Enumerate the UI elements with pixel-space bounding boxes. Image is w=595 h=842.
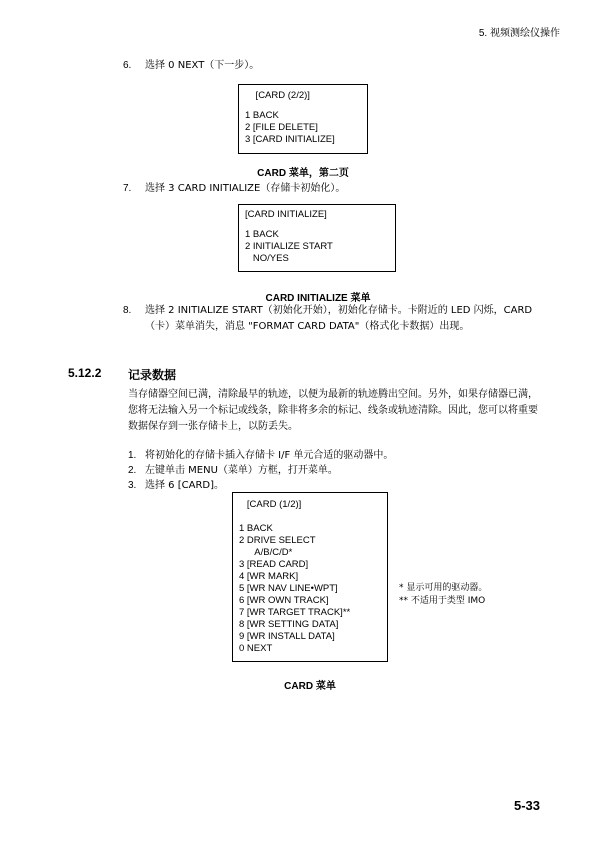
menu-line: [CARD INITIALIZE] [245, 209, 327, 220]
menu-line: A/B/C/D* [239, 547, 293, 558]
section-number: 5.12.2 [68, 366, 102, 380]
page-header: 5. 视频测绘仪操作 [478, 28, 560, 39]
menu-line: 3 [READ CARD] [239, 559, 309, 570]
section-title: 记录数据 [128, 368, 177, 382]
step-3-text: 选择 6 [CARD]。 [145, 480, 224, 491]
menu-line: 4 [WR MARK] [239, 571, 299, 582]
menu-line: [CARD (2/2)] [245, 90, 310, 101]
menu-line: 2 INITIALIZE START [245, 241, 333, 252]
note-drives: * 显示可用的驱动器。 [399, 583, 488, 593]
menu-line: 3 [CARD INITIALIZE] [245, 134, 335, 145]
menu-line [245, 221, 395, 229]
step-2-text: 左键单击 MENU（菜单）方框，打开菜单。 [145, 465, 338, 476]
step-6-text: 选择 0 NEXT（下一步）。 [145, 60, 260, 71]
menu-line: [CARD (1/2)] [239, 499, 302, 510]
step-7-number: 7. [123, 183, 132, 194]
step-1-text: 将初始化的存储卡插入存储卡 I/F 单元合适的驱动器中。 [145, 450, 394, 461]
menu-line: 9 [WR INSTALL DATA] [239, 631, 335, 642]
box3-caption: CARD 菜单 [284, 681, 336, 692]
section-body: 当存储器空间已满，清除最早的轨迹，以便为最新的轨迹腾出空间。另外，如果存储器已满，您将无法输入另一个标记或线条，除非将多余的标记、线条或轨迹清除。因此，您可以将重要数据保存到一张存储卡上，以防丢失。 [128, 389, 538, 432]
note-imo: ** 不适用于类型 IMO [399, 596, 486, 606]
menu-line: 6 [WR OWN TRACK] [239, 595, 329, 606]
menu-line: 1 BACK [245, 110, 279, 121]
menu-line: 1 BACK [245, 229, 279, 240]
card-menu-page1-box [232, 492, 388, 662]
menu-line: 8 [WR SETTING DATA] [239, 619, 339, 630]
card-menu-page2-box [238, 84, 368, 154]
menu-line: 2 [FILE DELETE] [245, 122, 318, 133]
step-8-text: 选择 2 INITIALIZE START（初始化开始），初始化存储卡。卡附近的 LED 闪烁，CARD（卡）菜单消失，消息 "FORMAT CARD DATA"（格式化卡数据）出现。 [145, 305, 533, 332]
menu-line: 2 DRIVE SELECT [239, 535, 316, 546]
menu-line: NO/YES [245, 253, 289, 264]
step-2-number: 2. [128, 465, 137, 476]
menu-line: 0 NEXT [239, 643, 273, 654]
step-3-number: 3. [128, 480, 137, 491]
step-8-number: 8. [123, 305, 132, 316]
box1-caption: CARD 菜单，第二页 [257, 168, 349, 179]
menu-line [239, 511, 387, 523]
menu-line [245, 102, 367, 110]
step-1-number: 1. [128, 450, 137, 461]
menu-line: 7 [WR TARGET TRACK]** [239, 607, 351, 618]
step-7-text: 选择 3 CARD INITIALIZE（存储卡初始化）。 [145, 183, 346, 194]
page-number: 5-33 [513, 798, 540, 813]
card-initialize-box [238, 204, 396, 272]
menu-line: 5 [WR NAV LINE•WPT] [239, 583, 338, 594]
step-6-number: 6. [123, 60, 132, 71]
menu-line: 1 BACK [239, 523, 273, 534]
box2-caption: CARD INITIALIZE 菜单 [265, 293, 371, 304]
